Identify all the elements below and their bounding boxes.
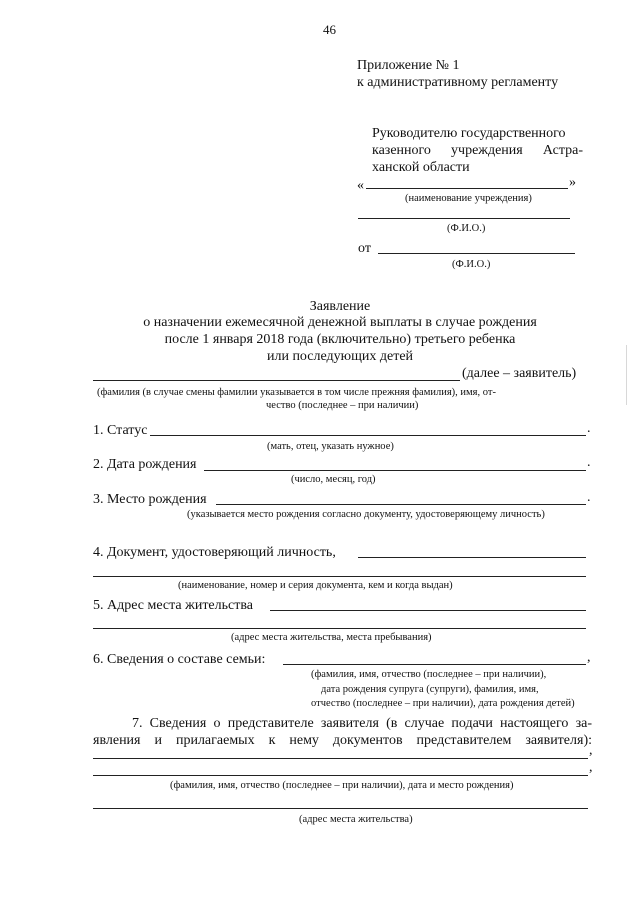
applicant-fio-caption: (Ф.И.О.) [452, 259, 491, 270]
birthplace-period: . [587, 490, 591, 505]
quote-close: » [569, 175, 576, 190]
heading-line-4: или последующих детей [266, 349, 414, 364]
representative-comma-2: , [589, 760, 593, 775]
heading-line-3: после 1 января 2018 года (включительно) третьего ребенка [164, 332, 516, 347]
addressee-line-1: Руководителю государственного [372, 126, 566, 141]
birthdate-label: 2. Дата рождения [93, 457, 197, 472]
institution-name-line[interactable] [366, 188, 568, 189]
birthdate-caption: (число, месяц, год) [291, 474, 376, 485]
family-caption-1: (фамилия, имя, отчество (последнее – при наличии), [311, 669, 547, 680]
addressee-line-3: ханской области [372, 160, 470, 175]
representative-input-line-1[interactable] [93, 758, 588, 759]
representative-caption: (фамилия, имя, отчество (последнее – при наличии), дата и место рождения) [170, 780, 514, 791]
addressee-line-2: казенного учреждения Астра- [372, 143, 583, 158]
birthdate-input-line[interactable] [204, 470, 586, 471]
applicant-suffix: (далее – заявитель) [462, 366, 577, 381]
family-caption-2: дата рождения супруга (супруги), фамилия, имя, [321, 684, 539, 695]
representative-comma-1: , [589, 743, 593, 758]
document-input-line-1[interactable] [358, 557, 586, 558]
representative-text-1: 7. Сведения о представителе заявителя (в случае подачи настоящего за- [132, 716, 592, 731]
family-input-line[interactable] [283, 664, 586, 665]
representative-input-line-2[interactable] [93, 775, 588, 776]
status-label: 1. Статус [93, 423, 148, 438]
document-caption: (наименование, номер и серия документа, кем и когда выдан) [178, 580, 453, 591]
document-input-line-2[interactable] [93, 576, 586, 577]
page-number: 46 [323, 22, 336, 37]
document-label: 4. Документ, удостоверяющий личность, [93, 545, 336, 560]
birthplace-label: 3. Место рождения [93, 492, 207, 507]
representative-text-2: явления и прилагаемых к нему документов представителем заявителя): [93, 733, 592, 748]
applicant-caption-2: чество (последнее – при наличии) [266, 400, 419, 411]
scan-margin-mark [626, 345, 627, 405]
birthplace-caption: (указывается место рождения согласно документу, удостоверяющему личность) [187, 509, 545, 520]
quote-open: « [357, 178, 364, 193]
institution-caption: (наименование учреждения) [405, 193, 532, 204]
birthplace-input-line[interactable] [216, 504, 586, 505]
address-label: 5. Адрес места жительства [93, 598, 253, 613]
family-label: 6. Сведения о составе семьи: [93, 652, 266, 667]
applicant-fio-line[interactable] [378, 253, 575, 254]
heading-title: Заявление [309, 299, 371, 314]
representative-address-caption: (адрес места жительства) [299, 814, 413, 825]
family-comma: , [587, 650, 591, 665]
from-label: от [358, 241, 371, 256]
address-input-line-1[interactable] [270, 610, 586, 611]
representative-address-line[interactable] [93, 808, 588, 809]
appendix-title: Приложение № 1 [357, 58, 460, 73]
appendix-subtitle: к административному регламенту [357, 75, 559, 90]
status-caption: (мать, отец, указать нужное) [267, 441, 394, 452]
address-caption: (адрес места жительства, места пребывания) [231, 632, 432, 643]
applicant-caption-1: (фамилия (в случае смены фамилии указывается в том числе прежняя фамилия), имя, от- [97, 387, 496, 398]
heading-line-2: о назначении ежемесячной денежной выплаты в случае рождения [143, 315, 537, 330]
birthdate-period: . [587, 455, 591, 470]
status-input-line[interactable] [150, 435, 586, 436]
address-input-line-2[interactable] [93, 628, 586, 629]
head-fio-caption: (Ф.И.О.) [447, 223, 486, 234]
applicant-name-line[interactable] [93, 380, 460, 381]
status-period: . [587, 421, 591, 436]
family-caption-3: отчество (последнее – при наличии), дата рождения детей) [311, 698, 575, 709]
head-fio-line[interactable] [358, 218, 570, 219]
